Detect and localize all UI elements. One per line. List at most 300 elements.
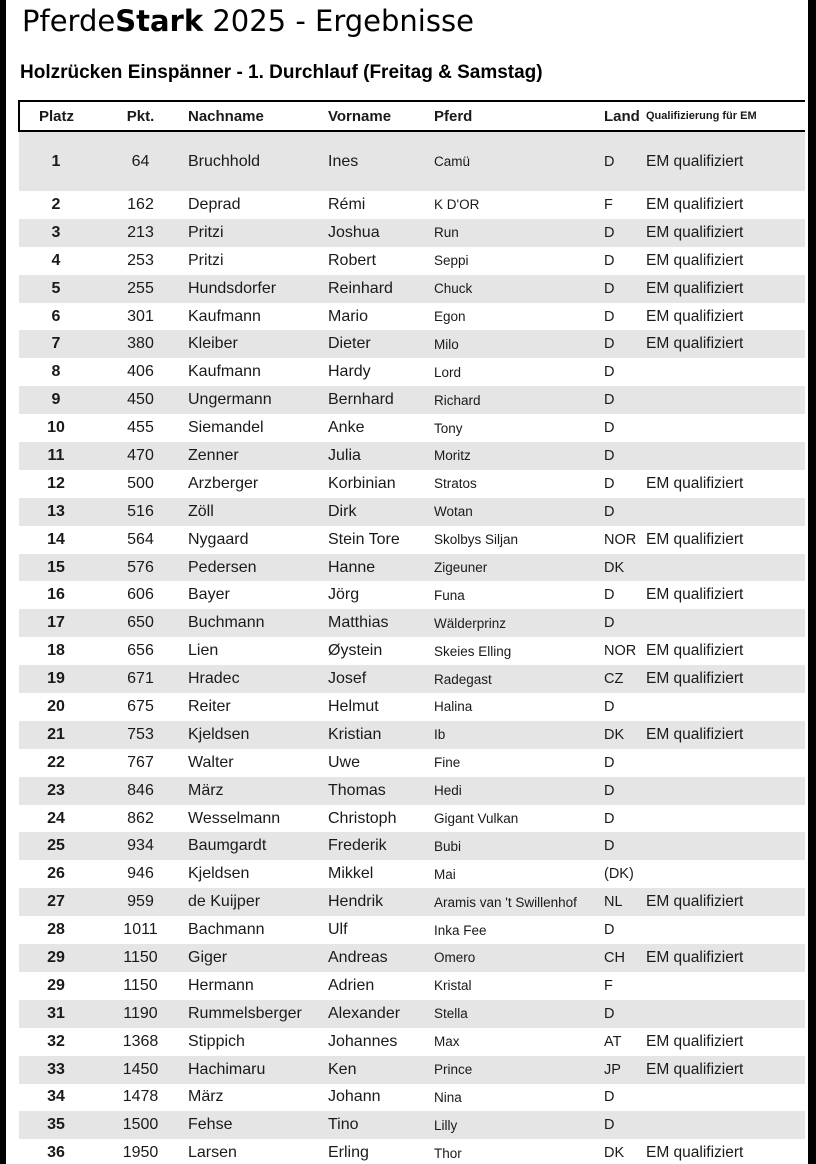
cell-vorname: Korbinian (328, 474, 396, 492)
cell-pkt: 1011 (123, 921, 158, 939)
table-row (19, 693, 805, 721)
cell-qual (646, 358, 805, 386)
cell-vorname: Josef (328, 665, 434, 693)
cell-pferd: Zigeuner (434, 554, 604, 582)
title-suffix: 2025 - Ergebnisse (203, 4, 474, 38)
page-title (22, 4, 474, 38)
cell-platz: 28 (47, 921, 65, 939)
cell-nachname: Bayer (188, 586, 230, 604)
cell-vorname: Thomas (328, 777, 434, 805)
cell-pkt: 650 (93, 609, 188, 637)
cell-land: D (604, 420, 615, 437)
cell-platz: 26 (47, 865, 65, 883)
cell-platz: 4 (51, 251, 61, 269)
cell-land: AT (604, 1033, 622, 1050)
cell-qual (646, 386, 805, 414)
cell-qual (646, 442, 805, 470)
cell-land: D (604, 330, 646, 358)
cell-nachname: de Kuijper (188, 888, 328, 916)
table-row (19, 609, 805, 637)
table-row (19, 888, 805, 916)
cell-vorname: Bernhard (328, 386, 434, 414)
cell-qual: EM qualifiziert (646, 665, 805, 693)
table-row (19, 442, 805, 470)
cell-qual (646, 414, 805, 442)
cell-nachname: Ungermann (188, 386, 328, 414)
cell-platz: 23 (19, 777, 93, 805)
cell-land: D (604, 587, 615, 604)
cell-qual (646, 916, 805, 944)
cell-pferd: Ib (434, 721, 604, 749)
cell-land: F (604, 977, 613, 994)
table-row (19, 191, 805, 219)
cell-nachname: März (188, 1088, 224, 1106)
cell-nachname: Nygaard (188, 530, 249, 548)
cell-pferd: Aramis van 't Swillenhof (434, 888, 604, 916)
cell-platz: 25 (19, 832, 93, 860)
cell-qual: EM qualifiziert (646, 195, 744, 213)
cell-nachname: Lien (188, 642, 219, 660)
table-row (19, 832, 805, 860)
cell-pferd: Milo (434, 330, 604, 358)
title-bold: Stark (115, 4, 204, 38)
cell-qual (646, 1000, 805, 1028)
header-vorname: Vorname (328, 101, 434, 131)
table-row (19, 247, 805, 275)
cell-qual: EM qualifiziert (646, 307, 744, 325)
cell-pferd: Egon (434, 309, 466, 324)
table-row (19, 1000, 805, 1028)
cell-vorname: Jörg (328, 586, 360, 604)
table-row (19, 498, 805, 526)
table-row (19, 330, 805, 358)
cell-pferd: Gigant Vulkan (434, 811, 519, 827)
cell-vorname: Adrien (328, 976, 375, 994)
table-header-row (19, 101, 805, 131)
cell-pferd: Richard (434, 386, 604, 414)
cell-pkt: 675 (127, 697, 154, 715)
cell-nachname: Zöll (188, 498, 328, 526)
cell-qual (646, 832, 805, 860)
cell-pkt: 1450 (93, 1056, 188, 1084)
cell-land: CH (604, 944, 646, 972)
cell-nachname: Deprad (188, 195, 241, 213)
cell-platz: 8 (51, 363, 61, 381)
cell-platz: 35 (19, 1111, 93, 1139)
table-row (19, 358, 805, 386)
cell-vorname: Mario (328, 307, 369, 325)
cell-platz: 27 (19, 888, 93, 916)
cell-land: (DK) (604, 866, 634, 883)
cell-nachname: Buchmann (188, 609, 328, 637)
cell-qual: EM qualifiziert (646, 219, 805, 247)
cell-land: D (604, 364, 615, 381)
table-row (19, 303, 805, 331)
cell-qual: EM qualifiziert (646, 888, 805, 916)
table-row (19, 665, 805, 693)
cell-pkt: 516 (93, 498, 188, 526)
cell-vorname: Christoph (328, 809, 397, 827)
cell-qual (646, 805, 805, 833)
cell-qual (646, 693, 805, 721)
header-nachname: Nachname (188, 101, 328, 131)
cell-nachname: Pritzi (188, 219, 328, 247)
cell-qual: EM qualifiziert (646, 1056, 805, 1084)
cell-platz: 15 (19, 554, 93, 582)
cell-pferd: Nina (434, 1089, 462, 1105)
cell-platz: 36 (47, 1144, 65, 1162)
cell-land: D (604, 252, 615, 269)
header-land: Land (604, 101, 646, 131)
cell-pferd: Camü (434, 131, 604, 191)
cell-platz: 21 (19, 721, 93, 749)
cell-nachname: Giger (188, 944, 328, 972)
cell-platz: 1 (19, 131, 93, 191)
cell-platz: 18 (47, 642, 65, 660)
table-body (19, 131, 805, 1164)
cell-land: D (604, 922, 615, 939)
cell-nachname: Kaufmann (188, 363, 261, 381)
cell-pferd: Thor (434, 1145, 462, 1161)
cell-pferd: Mai (434, 866, 456, 882)
cell-pferd: Max (434, 1034, 460, 1050)
table-row (19, 972, 805, 1000)
cell-pkt: 162 (127, 195, 154, 213)
cell-nachname: Bruchhold (188, 131, 328, 191)
cell-pkt: 1190 (93, 1000, 188, 1028)
cell-qual (646, 609, 805, 637)
cell-vorname: Matthias (328, 609, 434, 637)
header-qualifizierung: Qualifizierung für EM (646, 101, 805, 131)
cell-platz: 29 (47, 976, 65, 994)
cell-qual (646, 777, 805, 805)
cell-qual (646, 972, 805, 1000)
cell-vorname: Frederik (328, 832, 434, 860)
cell-platz: 7 (19, 330, 93, 358)
cell-qual: EM qualifiziert (646, 131, 805, 191)
cell-pkt: 1368 (122, 1032, 159, 1050)
results-table (18, 100, 805, 1164)
cell-vorname: Ulf (328, 921, 348, 939)
cell-land: D (604, 442, 646, 470)
cell-vorname: Reinhard (328, 275, 434, 303)
cell-land: D (604, 275, 646, 303)
cell-pferd: Omero (434, 944, 604, 972)
cell-pferd: Chuck (434, 275, 604, 303)
cell-pferd: Kristal (434, 978, 472, 994)
page-subtitle: Holzrücken Einspänner - 1. Durchlauf (Freitag & Samstag) (20, 62, 543, 83)
cell-pkt: 934 (93, 832, 188, 860)
cell-platz: 13 (19, 498, 93, 526)
cell-vorname: Ken (328, 1056, 434, 1084)
cell-platz: 2 (51, 195, 61, 213)
cell-platz: 33 (19, 1056, 93, 1084)
table-row (19, 637, 805, 665)
cell-pkt: 301 (127, 307, 154, 325)
cell-platz: 32 (47, 1032, 65, 1050)
cell-land: DK (604, 1145, 625, 1162)
cell-vorname: Mikkel (328, 865, 374, 883)
cell-nachname: Fehse (188, 1111, 328, 1139)
cell-pferd: Hedi (434, 777, 604, 805)
cell-platz: 24 (47, 809, 65, 827)
cell-pkt: 576 (93, 554, 188, 582)
cell-land: D (604, 754, 615, 771)
cell-pferd: Inka Fee (434, 922, 487, 938)
cell-pferd: Stratos (434, 476, 477, 492)
cell-pkt: 1950 (122, 1144, 159, 1162)
cell-pkt: 500 (127, 474, 154, 492)
cell-vorname: Andreas (328, 944, 434, 972)
cell-nachname: Bachmann (188, 921, 265, 939)
header-pferd: Pferd (434, 101, 604, 131)
cell-land: NOR (604, 643, 637, 660)
cell-pkt: 1150 (93, 944, 188, 972)
table-row (19, 131, 805, 191)
table-row (19, 1111, 805, 1139)
table-row (19, 805, 805, 833)
cell-vorname: Hardy (328, 363, 371, 381)
cell-pkt: 862 (127, 809, 154, 827)
cell-nachname: Zenner (188, 442, 328, 470)
cell-pferd: Run (434, 219, 604, 247)
cell-land: D (604, 1089, 615, 1106)
cell-qual (646, 1111, 805, 1139)
cell-nachname: Kleiber (188, 330, 328, 358)
table-row (19, 554, 805, 582)
cell-platz: 3 (19, 219, 93, 247)
table-row (19, 470, 805, 498)
cell-platz: 6 (51, 307, 61, 325)
cell-pkt: 255 (93, 275, 188, 303)
cell-vorname: Ines (328, 131, 434, 191)
cell-vorname: Johann (328, 1088, 381, 1106)
cell-vorname: Stein Tore (328, 530, 400, 548)
table-row (19, 581, 805, 609)
cell-vorname: Joshua (328, 219, 434, 247)
cell-pkt: 213 (93, 219, 188, 247)
cell-pkt: 450 (93, 386, 188, 414)
cell-land: JP (604, 1056, 646, 1084)
cell-nachname: Reiter (188, 697, 231, 715)
cell-pkt: 606 (127, 586, 154, 604)
cell-pkt: 470 (93, 442, 188, 470)
cell-nachname: Siemandel (188, 419, 264, 437)
cell-pferd: Radegast (434, 665, 604, 693)
cell-vorname: Hanne (328, 554, 434, 582)
table-row (19, 1139, 805, 1164)
cell-nachname: Stippich (188, 1032, 245, 1050)
table-row (19, 1084, 805, 1112)
cell-pkt: 656 (127, 642, 154, 660)
cell-vorname: Helmut (328, 697, 379, 715)
cell-platz: 14 (47, 530, 65, 548)
cell-platz: 10 (47, 419, 65, 437)
cell-qual: EM qualifiziert (646, 1144, 744, 1162)
cell-land: DK (604, 721, 646, 749)
cell-nachname: Hachimaru (188, 1056, 328, 1084)
cell-land: D (604, 609, 646, 637)
cell-pferd: Prince (434, 1056, 604, 1084)
cell-platz: 34 (47, 1088, 65, 1106)
cell-nachname: Pritzi (188, 251, 224, 269)
cell-qual (646, 860, 805, 888)
cell-pferd: Moritz (434, 442, 604, 470)
cell-pkt: 406 (127, 363, 154, 381)
table-row (19, 1056, 805, 1084)
cell-vorname: Dirk (328, 498, 434, 526)
cell-pkt: 380 (93, 330, 188, 358)
cell-vorname: Kristian (328, 721, 434, 749)
cell-pferd: K D'OR (434, 197, 480, 213)
cell-pkt: 1500 (93, 1111, 188, 1139)
cell-pferd: Lilly (434, 1111, 604, 1139)
cell-pferd: Funa (434, 587, 465, 603)
cell-pferd: Bubi (434, 832, 604, 860)
table-row (19, 916, 805, 944)
cell-land: D (604, 475, 615, 492)
cell-land: D (604, 498, 646, 526)
cell-qual: EM qualifiziert (646, 586, 744, 604)
cell-qual: EM qualifiziert (646, 275, 805, 303)
cell-land: NL (604, 888, 646, 916)
cell-platz: 17 (19, 609, 93, 637)
cell-nachname: Baumgardt (188, 832, 328, 860)
cell-qual (646, 498, 805, 526)
cell-pkt: 253 (127, 251, 154, 269)
table-row (19, 944, 805, 972)
cell-nachname: Hermann (188, 976, 254, 994)
table-row (19, 386, 805, 414)
cell-qual: EM qualifiziert (646, 530, 744, 548)
cell-pkt: 753 (93, 721, 188, 749)
cell-platz: 31 (19, 1000, 93, 1028)
cell-land: D (604, 386, 646, 414)
table-row (19, 275, 805, 303)
cell-qual: EM qualifiziert (646, 330, 805, 358)
cell-platz: 19 (19, 665, 93, 693)
cell-land: CZ (604, 665, 646, 693)
cell-nachname: März (188, 777, 328, 805)
header-platz: Platz (19, 101, 93, 131)
table-row (19, 749, 805, 777)
table-row (19, 777, 805, 805)
table-row (19, 526, 805, 554)
cell-land: D (604, 777, 646, 805)
cell-qual: EM qualifiziert (646, 721, 805, 749)
cell-land: D (604, 131, 646, 191)
cell-land: DK (604, 554, 646, 582)
cell-land: D (604, 308, 615, 325)
cell-vorname: Tino (328, 1111, 434, 1139)
cell-vorname: Hendrik (328, 888, 434, 916)
table-row (19, 1028, 805, 1056)
cell-platz: 16 (47, 586, 65, 604)
cell-land: D (604, 832, 646, 860)
cell-pkt: 671 (93, 665, 188, 693)
cell-vorname: Johannes (328, 1032, 398, 1050)
cell-pferd: Seppi (434, 253, 469, 269)
cell-pferd: Tony (434, 420, 463, 436)
cell-nachname: Larsen (188, 1144, 237, 1162)
cell-qual: EM qualifiziert (646, 1032, 744, 1050)
cell-pkt: 455 (127, 419, 154, 437)
table-row (19, 414, 805, 442)
cell-pkt: 946 (127, 865, 154, 883)
cell-qual (646, 749, 805, 777)
cell-platz: 5 (19, 275, 93, 303)
cell-pferd: Lord (434, 364, 462, 380)
header-pkt: Pkt. (93, 101, 188, 131)
title-prefix: Pferde (22, 4, 116, 38)
cell-qual (646, 554, 805, 582)
cell-vorname: Uwe (328, 753, 361, 771)
cell-vorname: Erling (328, 1144, 369, 1162)
cell-nachname: Hundsdorfer (188, 275, 328, 303)
cell-pkt: 1478 (122, 1088, 159, 1106)
cell-vorname: Øystein (328, 642, 383, 660)
cell-nachname: Kjeldsen (188, 721, 328, 749)
cell-qual: EM qualifiziert (646, 944, 805, 972)
cell-nachname: Wesselmann (188, 809, 281, 827)
cell-land: D (604, 1000, 646, 1028)
cell-pferd: Skolbys Siljan (434, 532, 519, 548)
cell-nachname: Rummelsberger (188, 1000, 328, 1028)
cell-platz: 22 (47, 753, 65, 771)
cell-pkt: 1150 (123, 976, 158, 994)
cell-vorname: Alexander (328, 1000, 434, 1028)
cell-nachname: Kjeldsen (188, 865, 250, 883)
cell-pkt: 564 (127, 530, 154, 548)
cell-platz: 12 (47, 474, 65, 492)
cell-qual: EM qualifiziert (646, 642, 744, 660)
cell-pferd: Fine (434, 755, 461, 771)
cell-pkt: 959 (93, 888, 188, 916)
document-page (6, 0, 808, 1164)
cell-pkt: 64 (93, 131, 188, 191)
cell-platz: 29 (19, 944, 93, 972)
cell-nachname: Walter (188, 753, 234, 771)
cell-platz: 11 (19, 442, 93, 470)
cell-qual: EM qualifiziert (646, 474, 744, 492)
table-row (19, 721, 805, 749)
cell-vorname: Dieter (328, 330, 434, 358)
cell-pferd: Halina (434, 699, 473, 715)
cell-nachname: Pedersen (188, 554, 328, 582)
cell-pkt: 767 (127, 753, 154, 771)
cell-pkt: 846 (93, 777, 188, 805)
cell-land: D (604, 810, 615, 827)
cell-vorname: Julia (328, 442, 434, 470)
cell-pferd: Skeies Elling (434, 643, 512, 659)
cell-nachname: Hradec (188, 665, 328, 693)
cell-nachname: Kaufmann (188, 307, 261, 325)
cell-pferd: Wälderprinz (434, 609, 604, 637)
cell-land: F (604, 196, 613, 213)
cell-pferd: Stella (434, 1000, 604, 1028)
cell-land: D (604, 219, 646, 247)
cell-qual: EM qualifiziert (646, 251, 744, 269)
cell-vorname: Anke (328, 419, 365, 437)
cell-qual (646, 1084, 805, 1112)
cell-pferd: Wotan (434, 498, 604, 526)
cell-vorname: Robert (328, 251, 377, 269)
cell-vorname: Rémi (328, 195, 366, 213)
cell-platz: 20 (47, 697, 65, 715)
cell-land: D (604, 1111, 646, 1139)
table-row (19, 860, 805, 888)
cell-land: D (604, 698, 615, 715)
